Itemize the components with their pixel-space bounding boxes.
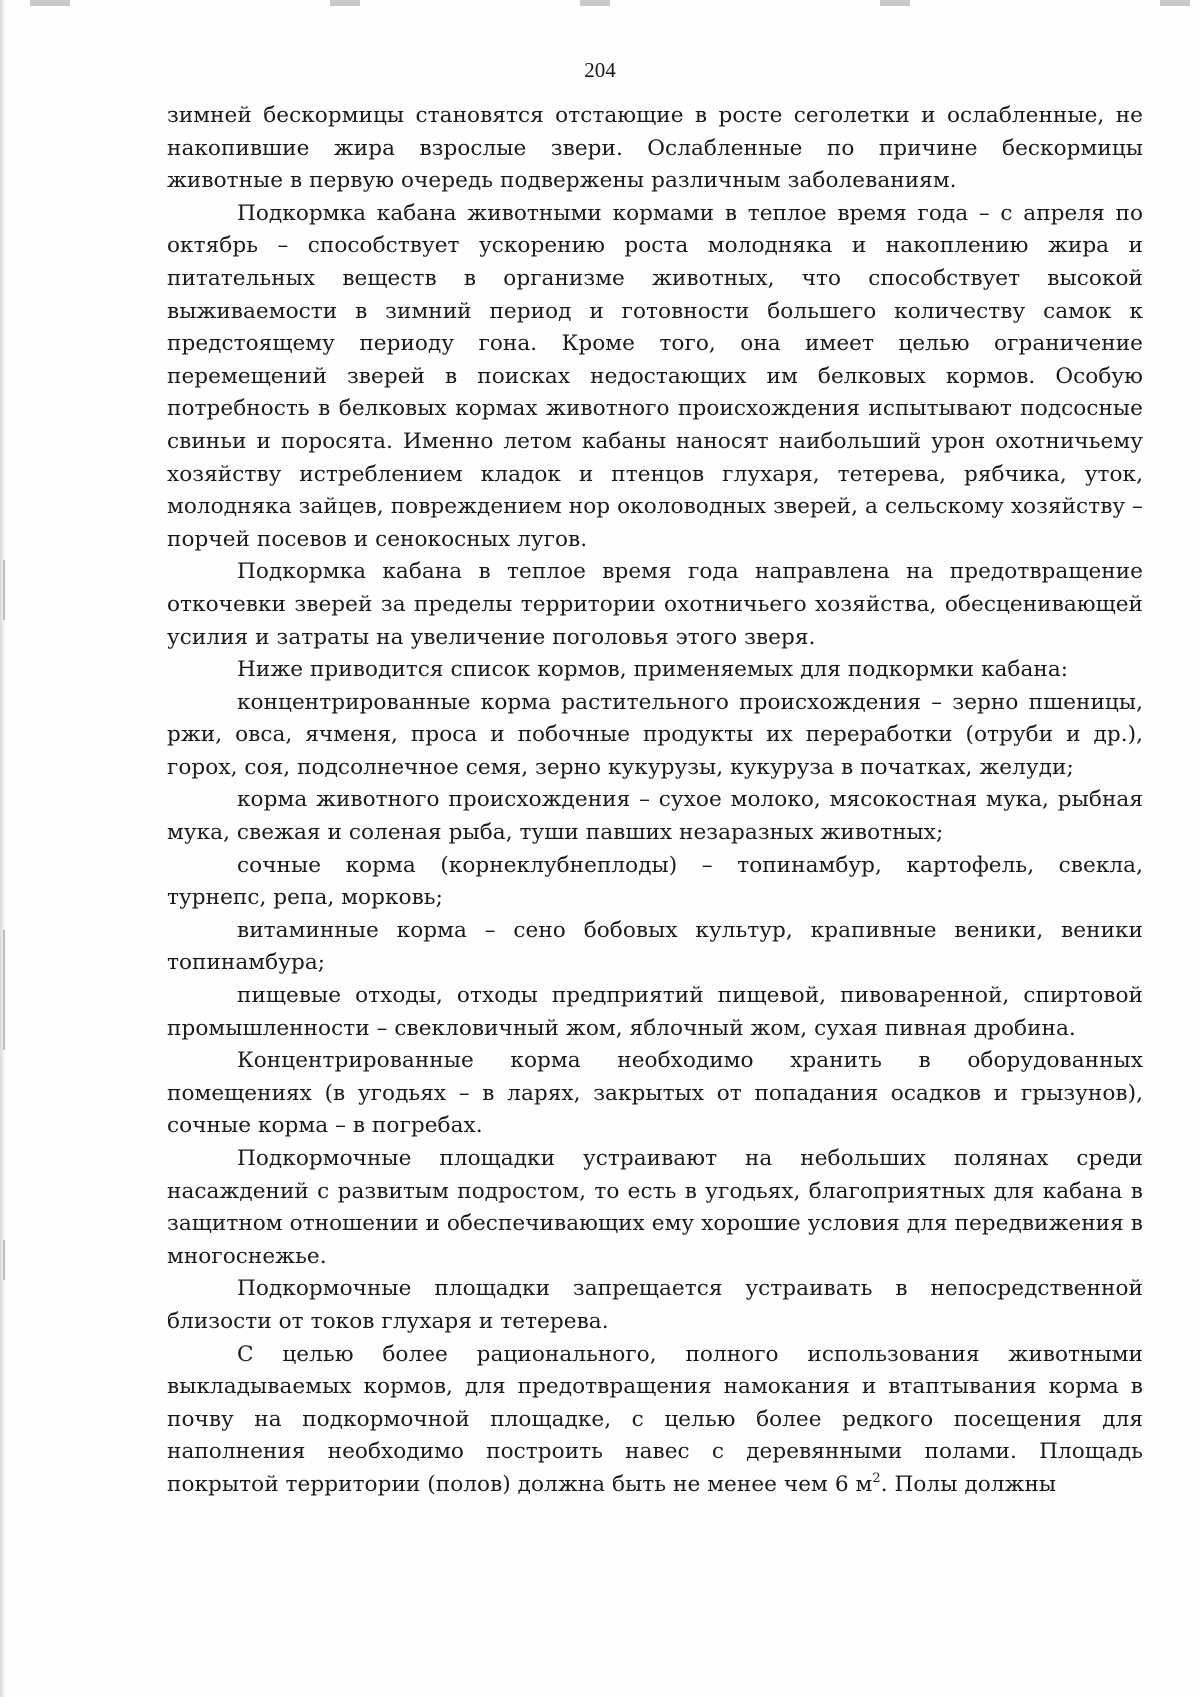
list-item: сочные корма (корнеклубнеплоды) – топинамбур, картофель, свекла, турнепс, репа, морковь; [167, 852, 1143, 911]
scan-artifact [880, 0, 910, 6]
paragraph: Концентрированные корма необходимо хранить в оборудованных помещениях (в угодьях – в ларях, закрытых от попадания осадков и грызунов), сочные корма – в погребах. [167, 1048, 1143, 1139]
paragraph: Подкормка кабана в теплое время года направлена на предотвращение откочевки зверей за пределы территории охотничьего хозяйства, обесценивающей усилия и затраты на увеличение поголовья этого зверя. [167, 559, 1143, 650]
scan-edge-shadow [0, 0, 6, 1697]
paragraph: Ниже приводится список кормов, применяемых для подкормки кабана: [237, 657, 1069, 683]
scan-artifact [3, 560, 5, 620]
paragraph-last-tail: . Полы должны [880, 1471, 1057, 1497]
scan-artifact [330, 0, 360, 6]
paragraph: Подкормочные площадки устраивают на небольших полянах среди насаждений с развитым подростом, то есть в угодьях, благоприятных для кабана в защитном отношении и обеспечивающих ему хорошие условия для передвижения в многоснежье. [167, 1146, 1143, 1269]
paragraph: Подкормка кабана животными кормами в теплое время года – с апреля по октябрь – способствует ускорению роста молодняка и накоплению жира и питательных веществ в организме животных, что способствует высокой выживаемости в зимний период и готовности большего количеству самок к предстоящему периоду гона. Кроме того, она имеет целью ограничение перемещений зверей в поисках недостающих им белковых кормов. Особую потребность в белковых кормах животного происхождения испытывают подсосные свиньи и поросята. Именно летом кабаны наносят наибольший урон охотничьему хозяйству истреблением кладок и птенцов глухаря, тетерева, рябчика, уток, молодняка зайцев, повреждением нор околоводных зверей, а сельскому хозяйству – порчей посевов и сенокосных лугов. [167, 200, 1143, 552]
list-item: витаминные корма – сено бобовых культур, крапивные веники, веники топинамбура; [167, 917, 1143, 976]
body-text [167, 100, 1143, 1502]
list-item: корма животного происхождения – сухое молоко, мясокостная мука, рыбная мука, свежая и соленая рыба, туши павших незаразных животных; [167, 787, 1143, 846]
paragraph: зимней бескормицы становятся отстающие в росте сеголетки и ослабленные, не накопившие жира взрослые звери. Ослабленные по причине бескормицы животные в первую очередь подвержены различным заболеваниям. [167, 103, 1143, 194]
scan-artifact [30, 0, 70, 6]
paragraph-last [167, 1339, 1143, 1502]
scan-artifact [3, 930, 5, 1050]
paragraph: Подкормочные площадки запрещается устраивать в непосредственной близости от токов глухаря и тетерева. [167, 1276, 1143, 1334]
scan-artifact [3, 1240, 5, 1280]
scan-artifact [1160, 0, 1190, 6]
superscript: 2 [872, 1470, 881, 1486]
scan-artifact [580, 0, 610, 6]
paragraph-last-main: С целью более рационального, полного использования животными выкладываемых кормов, для предотвращения намокания и втаптывания корма в почву на подкормочной площадке, с целью более редкого посещения для наполнения необходимо построить навес с деревянными полами. Площадь покрытой территории (полов) должна быть не менее чем 6 м [167, 1341, 1143, 1497]
page-number: 204 [584, 58, 616, 82]
list-item: пищевые отходы, отходы предприятий пищевой, пивоваренной, спиртовой промышленности – свекловичный жом, яблочный жом, сухая пивная дробина. [167, 983, 1143, 1041]
list-item: концентрированные корма растительного происхождения – зерно пшеницы, ржи, овса, ячменя, проса и побочные продукты их переработки (отруби и др.), горох, соя, подсолнечное семя, зерно кукурузы, кукуруза в початках, желуди; [167, 689, 1143, 780]
